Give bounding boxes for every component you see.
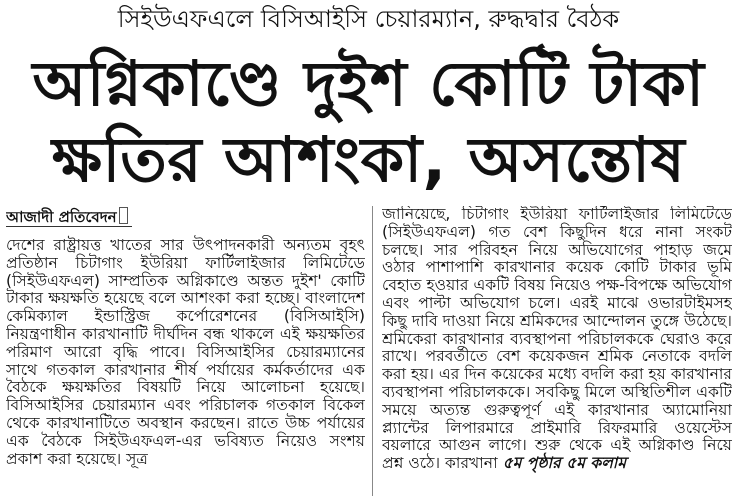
headline-line-2: ক্ষতির আশংকা, অসন্তোষ bbox=[51, 123, 686, 196]
byline bbox=[6, 207, 132, 227]
article-body-right-text: জানিয়েছে, চিটাগাং ইউরিয়া ফার্টিলাইজার লিমিটেডে (সিইউএফএল) গত বেশ কিছুদিন ধরে নানা সংকট চলছে। সার পরিবহন নিয়ে অভিযোগের পাহাড় জমে ওঠার পাশাপাশি কারখানার কয়েক কোটি টাকার ভূমি বেহাত হওয়ার একটি বিষয় নিয়েও পক্ষ-বিপক্ষে অভিযোগ এবং পাল্টা অভিযোগ চলে। এরই মাঝে ওভারটাইমসহ কিছু দাবি দাওয়া নিয়ে শ্রমিকদের আন্দোলন তুঙ্গে উঠেছে। শ্রমিকেরা কারখানার ব্যবস্থাপনা পরিচালককে ঘেরাও করে রাখে। পরবর্তীতে বেশ কয়েকজন শ্রমিক নেতাকে বদলি করা হয়। এর দিন কয়েকের মধ্যে বদলি করা হয় কারখানার ব্যবস্থাপনা পরিচালককে। সবকিছু মিলে অস্থিতিশীল একটি সময়ে অত্যন্ত গুরুত্বপূর্ণ এই কারখানার অ্যামোনিয়া প্ল্যান্টের লিপারমারে প্রাইমারি রিফরমারি ওয়েস্টেস বয়লারে আগুন লাগে। শুরু থেকে এই অগ্নিকাণ্ড নিয়ে প্রশ্ন ওঠে। কারখানা bbox=[382, 206, 732, 473]
byline-marker-icon bbox=[119, 207, 128, 224]
article-body-right bbox=[382, 206, 732, 473]
kicker-headline: সিইউএফএলে বিসিআইসি চেয়ারম্যান, রুদ্ধদ্বার বৈঠক bbox=[117, 5, 620, 33]
column-divider bbox=[372, 206, 373, 496]
article-body-left: দেশের রাষ্ট্রায়ত্ত খাতের সার উৎপাদনকারী অন্যতম বৃহৎ প্রতিষ্ঠান চিটাগাং ইউরিয়া ফার্টিলাইজার লিমিটেডে (সিইউএফএল) সাম্প্রতিক অগ্নিকাণ্ডে অন্তত দুইশ' কোটি টাকার ক্ষয়ক্ষতি হয়েছে বলে আশংকা করা হচ্ছে। বাংলাদেশ কেমিক্যাল ইন্ডাস্ট্রিজ কর্পোরেশনের (বিসিআইসি) নিয়ন্ত্রণাধীন কারখানাটি দীর্ঘদিন বন্ধ থাকলে এই ক্ষয়ক্ষতির পরিমাণ আরো বৃদ্ধি পাবে। বিসিআইসির চেয়ারম্যানের সাথে গতকাল কারখানার শীর্ষ পর্যায়ের কর্মকর্তাদের এক বৈঠকে ক্ষয়ক্ষতির বিষয়টি নিয়ে আলোচনা হয়েছে। বিসিআইসির চেয়ারম্যান এবং পরিচালক গতকাল বিকেল থেকে কারখানাটিতে অবস্থান করছেন। রাতে উচ্চ পর্যায়ের এক বৈঠকে সিইউএফএল-এর ভবিষ্যত নিয়েও সংশয় প্রকাশ করা হয়েছে। সূত্র bbox=[6, 236, 365, 468]
article-column-left bbox=[6, 207, 365, 497]
headline-line-1: অগ্নিকাণ্ডে দুইশ কোটি টাকা bbox=[32, 47, 705, 120]
continued-page-link[interactable]: ৫ম পৃষ্ঠার ৫ম কলাম bbox=[502, 454, 626, 473]
article-column-right bbox=[382, 206, 732, 496]
byline-text: আজাদী প্রতিবেদন bbox=[6, 208, 117, 226]
